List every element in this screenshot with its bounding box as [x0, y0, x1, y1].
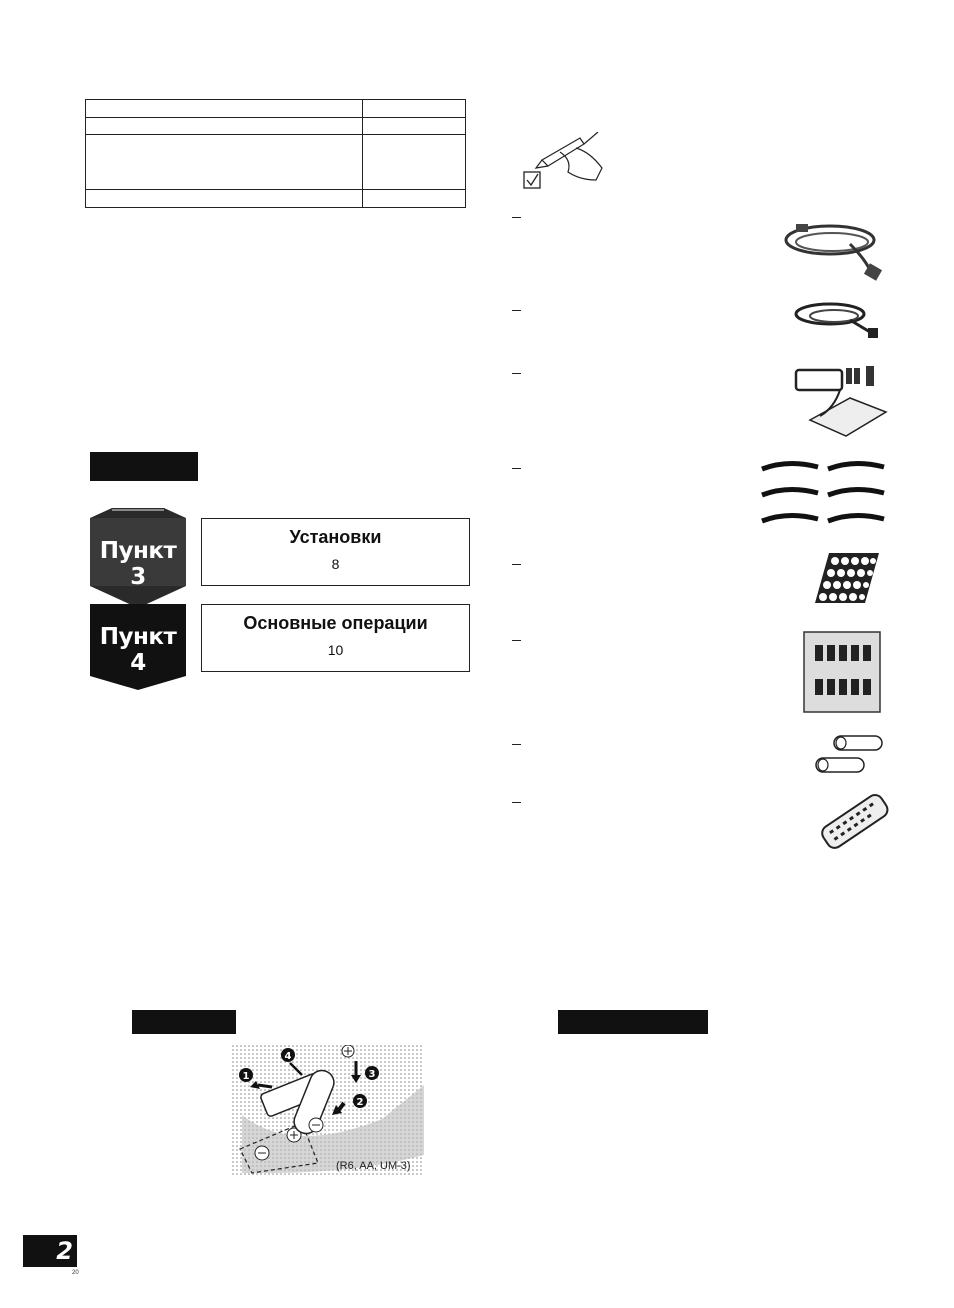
step-3-page: 8: [331, 556, 340, 572]
table-cell: [86, 100, 363, 118]
table-cell: [363, 135, 466, 190]
remote-heading-bar: [558, 1010, 708, 1034]
contents-table: [85, 99, 466, 208]
stickers-sheet-icon: [815, 553, 879, 603]
list-item-dash: [512, 744, 521, 745]
list-item-dash: [512, 640, 521, 641]
list-item-dash: [512, 310, 521, 311]
checklist-pen-icon: [520, 132, 610, 196]
battery-type-caption: (R6, AA, UM-3): [336, 1160, 411, 1172]
section-heading-bar: [90, 452, 198, 481]
list-item-dash: [512, 802, 521, 803]
page-number: 2: [23, 1235, 77, 1267]
page-code: 20: [72, 1270, 79, 1276]
svg-text:1: 1: [242, 1071, 250, 1082]
step-3-arrow: [90, 508, 186, 608]
svg-text:2: 2: [356, 1097, 364, 1108]
antenna-icon: [790, 360, 890, 440]
speaker-cables-icon: [758, 455, 888, 535]
step-3-box: [201, 518, 470, 586]
step-4-title: Основные операции: [243, 613, 428, 633]
table-cell: [86, 190, 363, 208]
ac-power-cord-icon: [780, 214, 888, 282]
table-cell: [86, 135, 363, 190]
table-cell: [86, 118, 363, 135]
list-item-dash: [512, 373, 521, 374]
remote-control-icon: [816, 794, 890, 850]
step-4-arrow: [90, 604, 186, 690]
list-item-dash: [512, 468, 521, 469]
table-cell: [363, 190, 466, 208]
svg-text:3: 3: [368, 1069, 376, 1080]
label-sheet-icon: [803, 631, 881, 713]
battery-heading-bar: [132, 1010, 236, 1034]
step-3-title: Установки: [289, 527, 382, 547]
cable-icon: [790, 296, 886, 344]
svg-text:4: 4: [284, 1051, 292, 1062]
list-item-dash: [512, 564, 521, 565]
step-3-label: Пункт 3: [99, 538, 177, 590]
battery-insertion-illustration: [232, 1045, 424, 1175]
step-4-page: 10: [327, 642, 344, 658]
list-item-dash: [512, 217, 521, 218]
step-4-box: [201, 604, 470, 672]
table-cell: [363, 100, 466, 118]
batteries-icon: [806, 734, 884, 774]
table-cell: [363, 118, 466, 135]
step-4-label: Пункт 4: [99, 624, 177, 676]
